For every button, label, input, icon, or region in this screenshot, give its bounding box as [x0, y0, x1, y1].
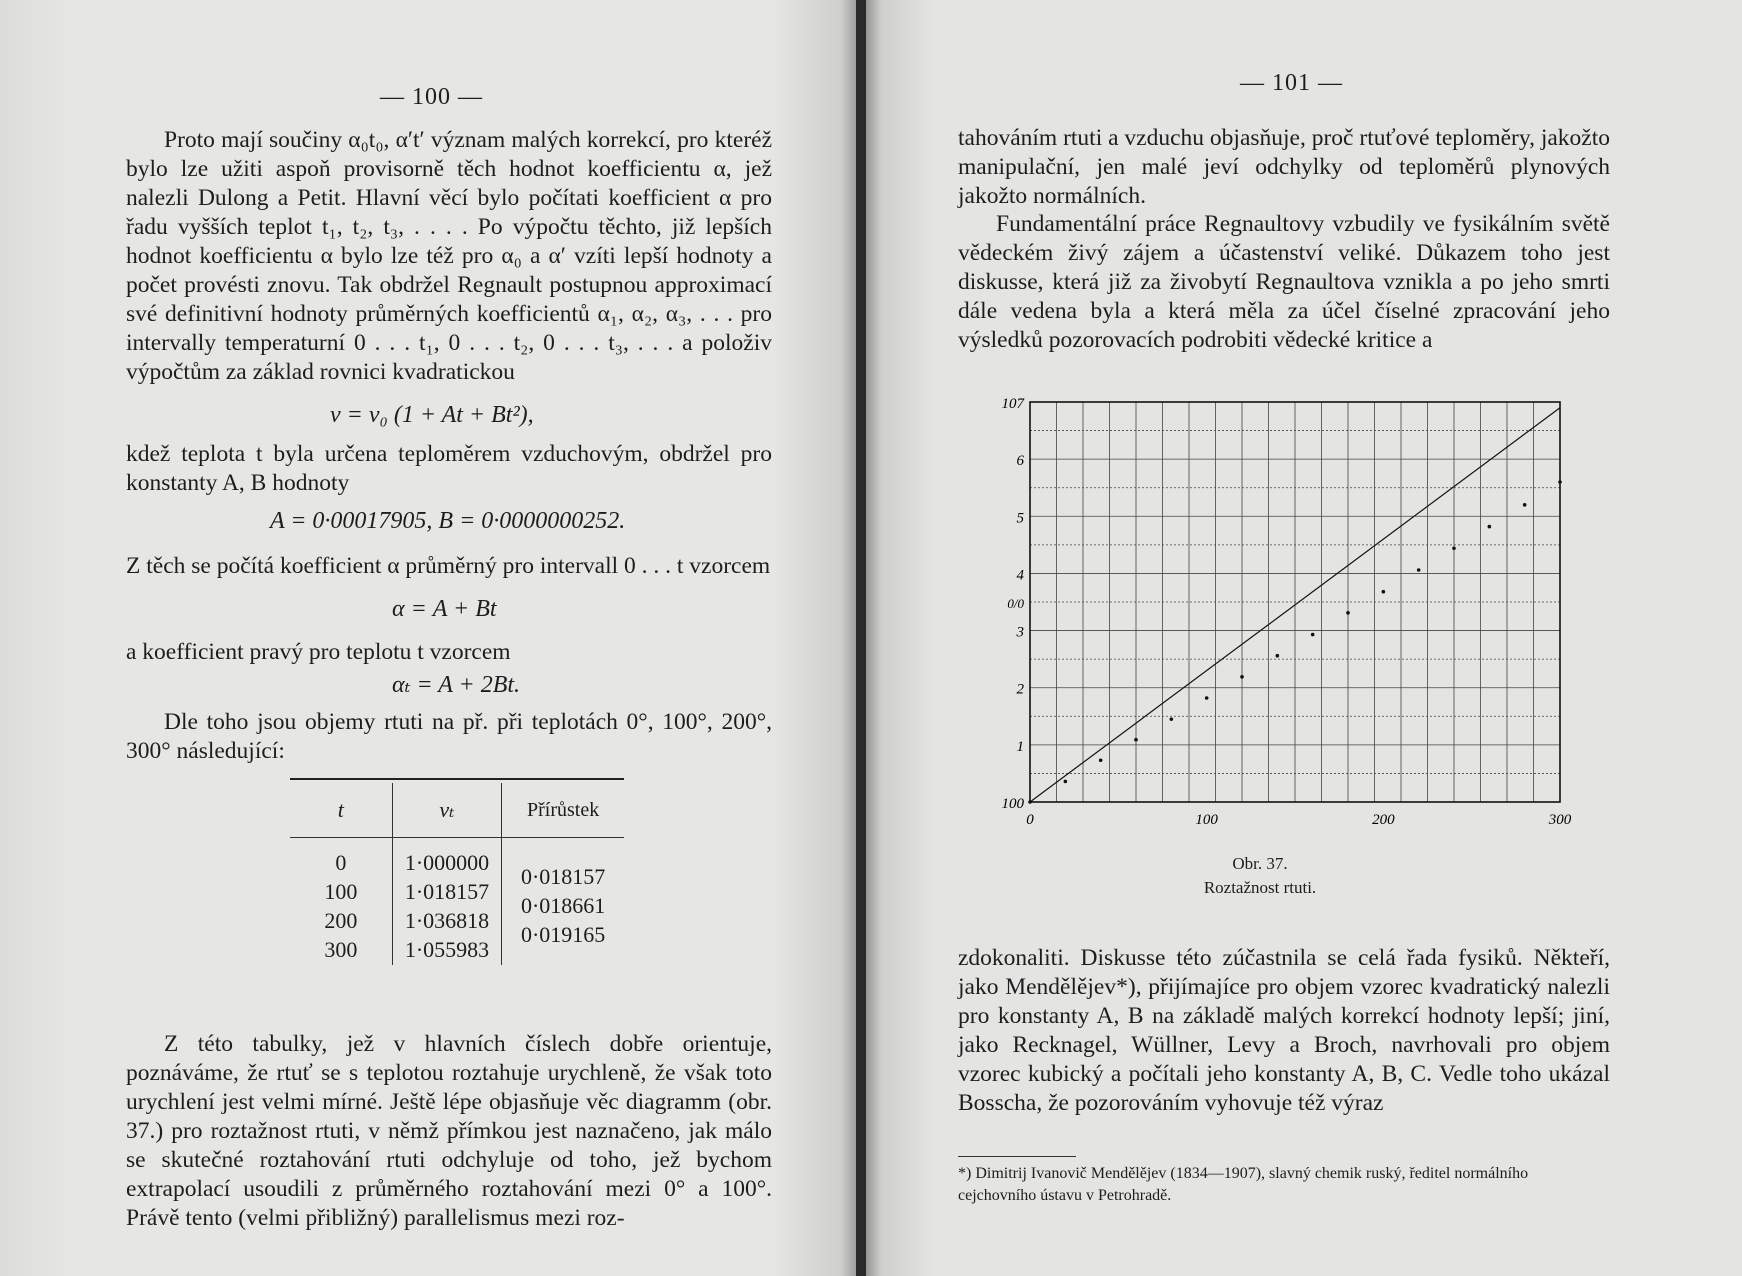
right-para-3: zdokonaliti. Diskusse této zúčastnila se celá řada fysiků. Někteří, jako Mendělějev*), přijímajíce pro objem vzorec kvadratický nalezli pro konstanty A, B na základě malých korrekcí hodnoty lepší; jiní, jako Recknagel, Wüllner, Levy a Broch, navrhovali pro objem vzorec kubický a počítali jeho konstanty A, B, C. Vedle toho ukázal Bosscha, že pozorováním vyhovuje též výraz: [958, 945, 1610, 1116]
y-unit-label: 0/0: [1007, 596, 1024, 611]
left-para-5: Dle toho jsou objemy rtuti na př. při teplotách 0°, 100°, 200°, 300° následující:: [126, 709, 772, 764]
cell-v: 1·055983: [404, 937, 490, 962]
table-body-row: [290, 838, 624, 966]
header-v: vₜ: [392, 783, 502, 838]
left-page-number: — 100 —: [380, 84, 483, 110]
formula-true-coefficient: αₜ = A + 2Bt.: [392, 672, 521, 698]
y-tick-label: 2: [1016, 681, 1024, 698]
right-page-number: — 101 —: [1240, 70, 1343, 96]
x-tick-label: 300: [1548, 812, 1572, 828]
data-point: [1134, 738, 1138, 742]
y-tick-label: 1: [1016, 738, 1024, 755]
data-point: [1452, 546, 1456, 550]
formula-constants: A = 0·00017905, B = 0·0000000252.: [270, 508, 626, 534]
cell-t: 0: [335, 850, 347, 875]
column-t: [290, 838, 392, 966]
data-point: [1205, 696, 1209, 700]
left-para-1: Proto mají součiny α₀t₀, α′t′ význam malých korrekcí, pro kteréž bylo lze užiti aspoň provisorně těch hodnot koefficientu α, jež nalezli Dulong a Petit. Hlavní věcí bylo počítati koefficient α pro řadu vyšších teplot t₁, t₂, t₃, . . . . Po výpočtu těchto, již lepších hodnot koefficientu α bylo lze též pro α₀ a α′ vzíti lepší hodnoty a počet provésti znovu. Tak obdržel Regnault postupnou approximací své definitivní hodnoty průměrných koefficientů α₁, α₂, α₃, . . . pro intervally temperaturní 0 . . . t₁, 0 . . . t₂, 0 . . . t₃, . . . a položiv výpočtům za základ rovnici kvadratickou: [126, 127, 772, 385]
column-v: [392, 838, 502, 966]
data-point: [1346, 611, 1350, 615]
right-para-1: tahováním rtuti a vzduchu objasňuje, proč rtuťové teploměry, jakožto manipulační, jen malé jeví odchylky od teploměrů plynových jakožto normálních.: [958, 125, 1610, 209]
header-increment: Přírůstek: [502, 783, 624, 838]
left-para-2: kdež teplota t byla určena teploměrem vzduchovým, obdržel pro konstanty A, B hodnoty: [126, 441, 772, 496]
volume-table: [290, 778, 624, 965]
data-point: [1276, 654, 1280, 658]
cell-v: 1·018157: [404, 879, 490, 904]
cell-t: 300: [324, 937, 358, 962]
data-point: [1099, 758, 1103, 762]
caption-title: Roztažnost rtuti.: [1203, 878, 1317, 897]
cell-t: 100: [324, 879, 358, 904]
cell-increment: 0·019165: [520, 922, 606, 947]
formula-mean-coefficient: α = A + Bt: [392, 596, 497, 622]
cell-increment: 0·018157: [520, 864, 606, 889]
figure-caption: [1130, 852, 1390, 900]
data-point: [1488, 525, 1492, 529]
header-t: t: [290, 783, 392, 838]
data-point: [1382, 590, 1386, 594]
expansion-chart: [990, 390, 1590, 830]
data-point: [1064, 780, 1068, 784]
column-increment: [502, 838, 624, 966]
footnote-rule: [958, 1156, 1076, 1157]
y-tick-label: 107: [1001, 396, 1024, 412]
left-para-6: Z této tabulky, jež v hlavních číslech dobře orientuje, poznáváme, že rtuť se s teplotou roztahuje urychleně, že však toto urychlení jest velmi mírné. Ještě lépe objasňuje věc diagramm (obr. 37.) pro roztažnost rtuti, v němž přímkou jest naznačeno, jak málo se skutečné roztahování rtuti odchyluje od toho, jež bychom extrapolací usoudili z průměrného roztahování mezi 0° a 100°. Právě tento (velmi přibližný) parallelismus mezi roz-: [126, 1031, 772, 1231]
table-top-rule: [290, 778, 624, 780]
cell-v: 1·000000: [404, 850, 490, 875]
x-tick-label: 0: [1026, 812, 1034, 828]
data-point: [1028, 800, 1032, 804]
y-tick-label: 3: [1016, 624, 1024, 641]
data-point: [1523, 503, 1527, 507]
cell-v: 1·036818: [404, 908, 490, 933]
data-point: [1240, 675, 1244, 679]
x-tick-label: 200: [1372, 812, 1395, 828]
book-gutter: [856, 0, 866, 1276]
left-para-3: Z těch se počítá koefficient α průměrný pro intervall 0 . . . t vzorcem: [126, 553, 771, 579]
right-para-2: Fundamentální práce Regnaultovy vzbudily ve fysikálním světě vědeckém živý zájem a účastenství veliké. Důkazem toho jest diskusse, která již za živobytí Regnaultova vznikla a po jeho smrti dále vedena byla a která měla za účel číselné zpracování jeho výsledků pozorovacích podrobiti vědecké kritice a: [958, 211, 1610, 353]
data-point: [1558, 480, 1562, 484]
cell-t: 200: [324, 908, 358, 933]
y-tick-label: 100: [1001, 796, 1024, 812]
left-para-4: a koefficient pravý pro teplotu t vzorcem: [126, 639, 511, 665]
caption-figure-number: Obr. 37.: [1232, 854, 1288, 873]
footnote: *) Dimitrij Ivanovič Mendělějev (1834—1907), slavný chemik ruský, ředitel normálního cejchovního ústavu v Petrohradě.: [958, 1165, 1529, 1204]
data-point: [1417, 568, 1421, 572]
x-tick-label: 100: [1195, 812, 1218, 828]
y-tick-label: 5: [1016, 510, 1024, 527]
formula-quadratic: v = v₀ (1 + At + Bt²),: [330, 402, 534, 428]
y-tick-label: 4: [1016, 567, 1024, 584]
cell-increment: 0·018661: [520, 893, 606, 918]
data-point: [1170, 717, 1174, 721]
data-point: [1311, 633, 1315, 637]
y-tick-label: 6: [1016, 453, 1024, 470]
table-header-row: [290, 783, 624, 838]
